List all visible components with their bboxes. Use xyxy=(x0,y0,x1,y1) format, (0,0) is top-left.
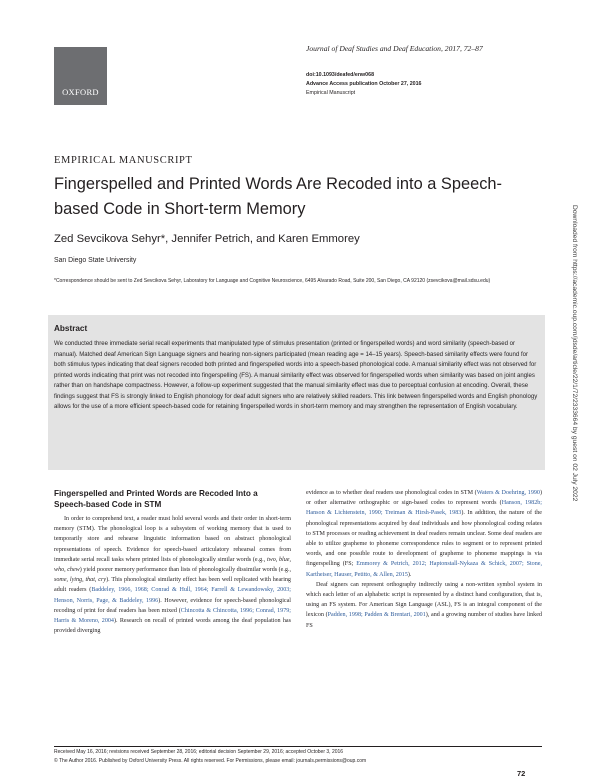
abstract-heading: Abstract xyxy=(54,324,88,333)
citation-link[interactable]: Chincotta & Chincotta, 1996; Conrad, 1979; Harris & Moreno, 2004 xyxy=(54,607,291,625)
body-column-right xyxy=(306,488,542,631)
advance-access-text: Advance Access publication October 27, 2016 xyxy=(306,81,422,87)
text-run: ). Research on recall of printed words among the deaf population has provided diverging xyxy=(54,618,292,635)
paragraph xyxy=(54,514,291,636)
oxford-logo xyxy=(54,47,107,105)
footer-rule xyxy=(54,746,542,747)
article-title: Fingerspelled and Printed Words Are Recoded into a Speech-based Code in Short-term Memory xyxy=(54,175,502,218)
copyright-notice: © The Author 2016. Published by Oxford University Press. All rights reserved. For Permissions, please email: journals.permissions@oup.com xyxy=(54,758,367,764)
logo-text: OXFORD xyxy=(62,87,99,97)
citation-link[interactable]: Hanson, 1982b; Hanson & Lichtenstein, 1990; Treiman & Hirsh-Pasek, 1983 xyxy=(306,500,542,517)
citation-link[interactable]: Padden, 1998; Padden & Brentari, 2001 xyxy=(327,612,426,619)
author-list: Zed Sevcikova Sehyr*, Jennifer Petrich, and Karen Emmorey xyxy=(54,233,360,245)
journal-citation: Journal of Deaf Studies and Deaf Education, 2017, 72–87 xyxy=(306,44,483,53)
page-number: 72 xyxy=(517,769,526,778)
example-words: some, lying, that, cry xyxy=(54,577,107,584)
article-meta xyxy=(306,71,422,98)
doi-text[interactable]: doi:10.1093/deafed/enw068 xyxy=(306,72,375,78)
abstract-text: We conducted three immediate serial recall experiments that manipulated type of stimulus presentation (printed or fingerspelled words) and word similarity (speech-based or manual). Matched deaf American Sign Language signers and hearing non-signers participated (mean reading age = 14–15 years). Speech-based similarity effects were found for both stimulus types indicating that deaf signers recoded both printed and fingerspelled words into a speech-based phonological code. A manual similarity effect was not observed for printed words indicating that print was not recoded into fingerspelling (FS). A manual similarity effect was observed for fingerspelled words when similarity was based on joint angles rather than on handshape compactness. However, a follow-up experiment suggested that the manual similarity effect was due to perceptual confusion at encoding. Overall, these findings suggest that FS is strongly linked to English phonology for deaf adult signers who are relatively skilled readers. This link between fingerspelled words and English phonology allows for the use of a more efficient speech-based code for retaining fingerspelled words in short-term memory and may strengthen the representation of English vocabulary. xyxy=(54,341,538,410)
text-run: ). In addition, the nature of the phonological representations acquired by deaf individuals and how phonological coding relates to STM processes or reading achievement in deaf readers remain unclear. Some deaf readers are able to utilize grapheme to phoneme correspondence rules to segment or to represent printed words, and one possible route to development of grapheme to phoneme mappings is via fingerspelling (FS; xyxy=(306,510,542,568)
text-run: ) or other alternative orthographic or sign-based codes to represent words ( xyxy=(306,490,542,507)
paragraph xyxy=(306,488,542,580)
text-run: ). xyxy=(407,571,412,578)
text-run: evidence as to whether deaf readers use phonological codes in STM ( xyxy=(306,490,477,496)
example-words: two, blue, who, chew xyxy=(54,556,291,574)
affiliation: San Diego State University xyxy=(54,257,137,264)
text-run: ). However, evidence for speech-based phonological recoding of print for deaf readers has been mixed ( xyxy=(54,597,291,614)
received-dates: Received May 16, 2016; revisions received September 28, 2016; editorial decision September 29, 2016; accepted October 3, 2016 xyxy=(54,749,344,755)
correspondence-note: *Correspondence should be sent to Zed Sevcikova Sehyr, Laboratory for Language and Cognitive Neuroscience, 6495 Alvarado Road, Suite 200, San Diego, CA 92120 (zsevcikova@mail.sdsu.edu) xyxy=(54,278,491,284)
text-run: ). This phonological similarity effect has been well replicated with hearing adult readers ( xyxy=(54,577,291,594)
citation-link[interactable]: Emmorey & Petrich, 2012; Haptonstall-Nykaza & Schick, 2007; Stone, Kartheiser, Hauser, Petitto, & Allen, 2015 xyxy=(306,561,542,578)
section-label: EMPIRICAL MANUSCRIPT xyxy=(54,155,193,166)
text-run: ) yield poorer memory performance than lists of phonologically dissimilar words (e.g., xyxy=(79,567,291,574)
body-column-left xyxy=(54,488,291,636)
manuscript-type: Empirical Manuscript xyxy=(306,90,356,96)
paragraph xyxy=(306,580,542,631)
text-run: ), and a growing number of studies have linked FS xyxy=(306,612,542,629)
section-heading: Fingerspelled and Printed Words are Recoded Into a Speech-based Code in STM xyxy=(54,489,258,509)
download-watermark: Downloaded from https://academic.oup.com/jdsde/article/22/1/72/2333664 by guest on 02 July 2022 xyxy=(571,205,578,502)
text-run: In order to comprehend text, a reader must hold several words and their order in short-term memory (STM). The phonological loop is a subsystem of working memory that is used to temporarily store and rehearse linguistic information based on abstract phonological representations of speech. Evidence for speech-based articulatory rehearsal comes from immediate serial recall tasks where printed lists of phonologically similar words (e.g., xyxy=(54,516,291,563)
citation-link[interactable]: Waters & Doehring, 1990 xyxy=(476,490,540,496)
text-run: Deaf signers can represent orthography indirectly using a non-written symbol system in which each letter of an alphabetic script is represented by a distinct hand configuration, that is, using an FS system. For American Sign Language (ASL), FS is an integral component of the lexicon ( xyxy=(306,581,542,619)
citation-link[interactable]: Baddeley, 1966, 1968; Conrad & Hull, 1964; Farrell & Lewandowsky, 2003; Henson, Norris, Page, & Baddeley, 1996 xyxy=(54,587,291,604)
